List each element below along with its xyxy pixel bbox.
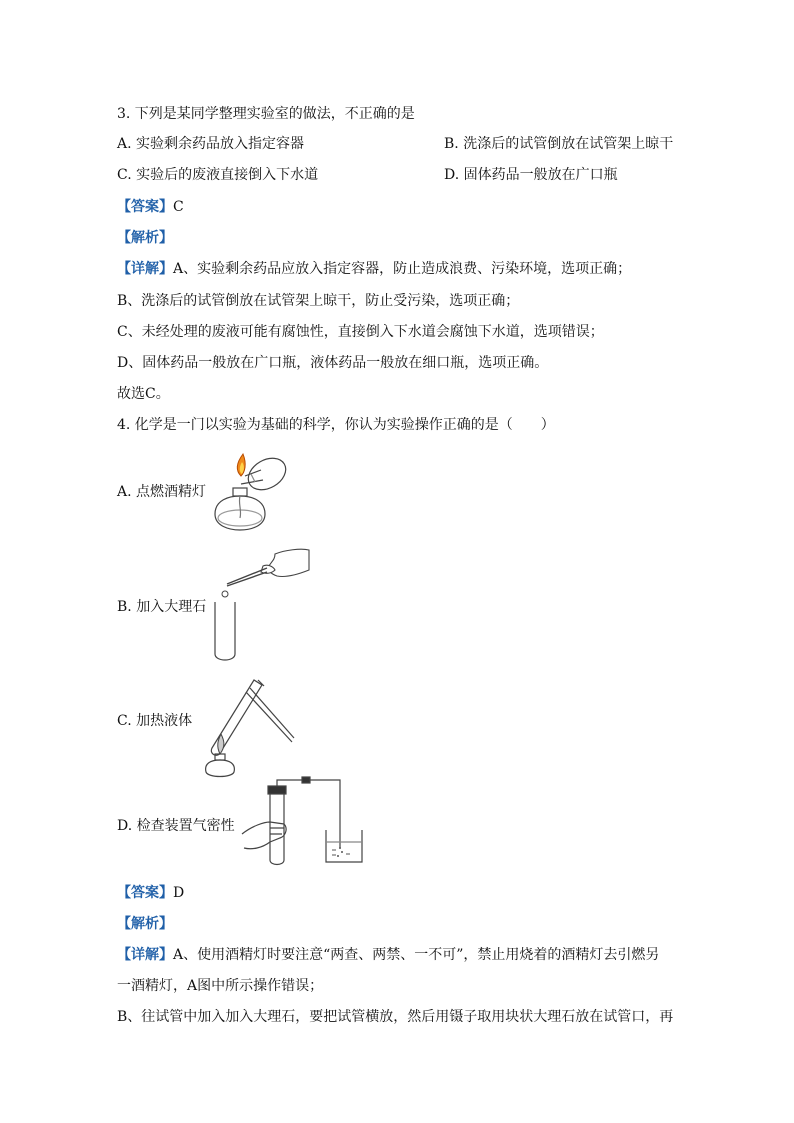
q3-answer bbox=[117, 198, 184, 216]
q4-option-c: C. 加热液体 bbox=[117, 713, 193, 729]
detail-text: A、使用酒精灯时要注意“两查、两禁、一不可”，禁止用烧着的酒精灯去引燃另 bbox=[173, 947, 660, 963]
airtightness-check-figure bbox=[238, 776, 368, 868]
q3-option-c: C. 实验后的废液直接倒入下水道 bbox=[117, 167, 319, 183]
answer-tag: 【答案】 bbox=[117, 885, 173, 901]
q4-detail-line-3: B、往试管中加入加入大理石，要把试管横放，然后用镊子取用块状大理石放在试管口，再 bbox=[117, 1009, 674, 1025]
answer-value: D bbox=[173, 885, 185, 901]
q3-conclusion: 故选C。 bbox=[117, 386, 170, 402]
q4-detail-line-1 bbox=[117, 946, 659, 964]
q4-analysis-tag: 【解析】 bbox=[117, 916, 173, 932]
q4-stem: 4. 化学是一门以实验为基础的科学，你认为实验操作正确的是（ ） bbox=[117, 417, 555, 433]
q4-option-d: D. 检查装置气密性 bbox=[117, 818, 235, 834]
q3-analysis-tag: 【解析】 bbox=[117, 230, 173, 246]
q4-detail-line-2: 一酒精灯，A图中所示操作错误； bbox=[117, 978, 324, 994]
q4-option-a: A. 点燃酒精灯 bbox=[117, 484, 207, 500]
detail-tag: 【详解】 bbox=[117, 261, 173, 277]
answer-value: C bbox=[173, 199, 184, 215]
q3-stem: 3. 下列是某同学整理实验室的做法，不正确的是 bbox=[117, 106, 415, 122]
q3-detail-line-1 bbox=[117, 260, 631, 278]
add-marble-figure bbox=[205, 544, 313, 666]
heating-liquid-figure bbox=[198, 674, 298, 780]
detail-text: A、实验剩余药品应放入指定容器，防止造成浪费、污染环境，选项正确； bbox=[173, 261, 632, 277]
q3-option-a: A. 实验剩余药品放入指定容器 bbox=[117, 136, 305, 152]
detail-tag: 【详解】 bbox=[117, 947, 173, 963]
q3-detail-line-4: D、固体药品一般放在广口瓶，液体药品一般放在细口瓶，选项正确。 bbox=[117, 355, 549, 371]
answer-tag: 【答案】 bbox=[117, 199, 173, 215]
q3-option-b: B. 洗涤后的试管倒放在试管架上晾干 bbox=[444, 136, 674, 152]
q4-option-b: B. 加入大理石 bbox=[117, 599, 207, 615]
q3-option-d: D. 固体药品一般放在广口瓶 bbox=[444, 167, 618, 183]
alcohol-lamp-lighting-figure bbox=[205, 446, 295, 534]
q4-answer bbox=[117, 884, 184, 902]
q3-detail-line-3: C、未经处理的废液可能有腐蚀性，直接倒入下水道会腐蚀下水道，选项错误； bbox=[117, 324, 604, 340]
q3-detail-line-2: B、洗涤后的试管倒放在试管架上晾干，防止受污染，选项正确； bbox=[117, 293, 520, 309]
